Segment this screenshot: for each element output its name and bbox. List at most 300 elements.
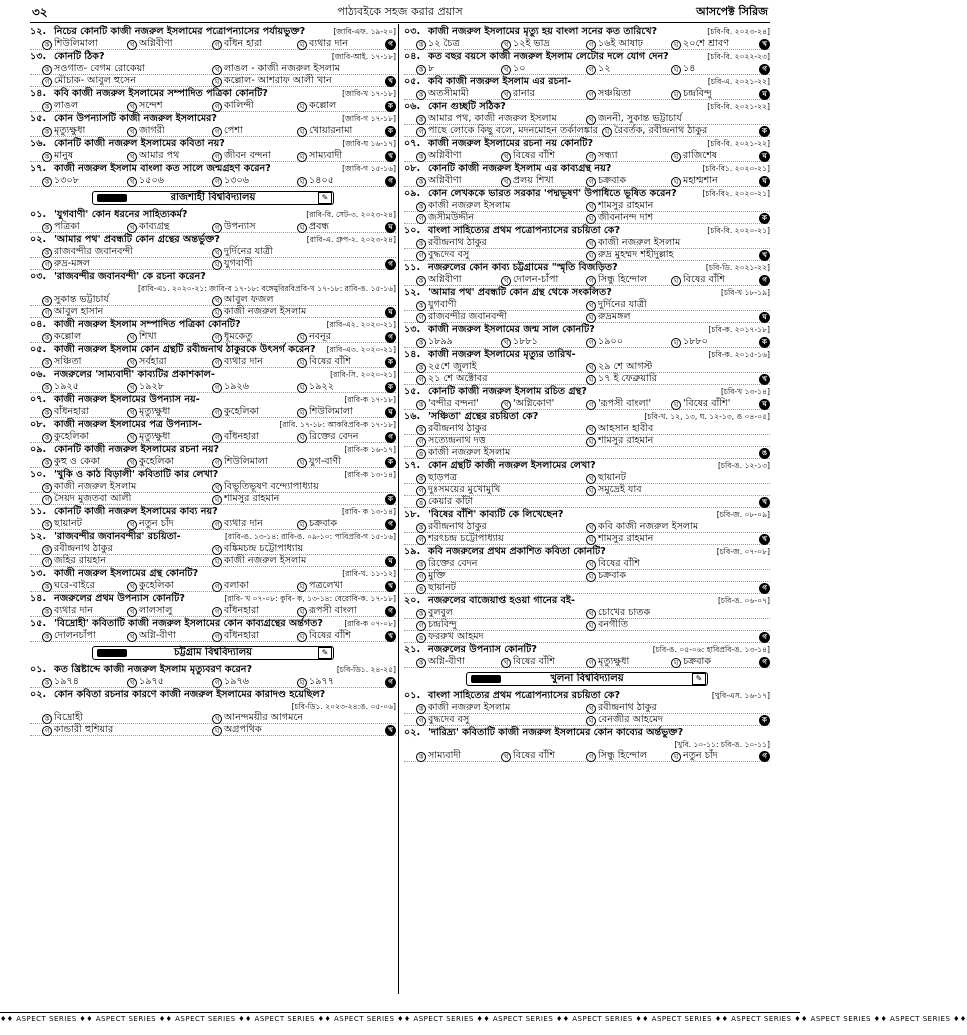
option-letter: খ — [127, 223, 137, 233]
option-letter: ক — [416, 90, 426, 100]
option-text: মুক্তি — [428, 569, 446, 581]
question-line — [404, 595, 770, 607]
question-number: ০৭. — [30, 394, 47, 405]
answer-badge: খ — [385, 76, 396, 87]
question-number: ০৬. — [30, 369, 47, 380]
option-letter: গ — [42, 495, 52, 505]
option-text: ১৩০৮ — [54, 174, 79, 186]
question-text: কাজী নজরুল ইসলামের জন্ম সাল কোনটি? — [428, 324, 595, 335]
answer-badge: গ — [385, 39, 396, 50]
option-text: সত্যেন্দ্রনাথ দত্ত — [428, 434, 486, 446]
options-row — [404, 237, 770, 249]
question-number: ০২. — [30, 234, 47, 245]
option-letter: খ — [586, 239, 596, 249]
option-item — [501, 398, 586, 410]
option-text: ধূমকেতু — [224, 330, 253, 342]
question-text: কোনটি কাজী নজরুল ইসলাম রচিত গ্রন্থ? — [428, 386, 587, 397]
option-item — [42, 518, 127, 530]
option-text: মৌচাক- আবুল হুসেন — [54, 74, 136, 86]
options-row — [404, 750, 770, 762]
options-row — [30, 518, 396, 530]
option-item — [212, 630, 297, 642]
option-text: চক্রবাক — [683, 655, 712, 667]
option-item — [416, 63, 501, 75]
question-text: 'সঞ্চিতা' গ্রন্থের রচয়িতা কে? — [428, 411, 539, 422]
answer-badge: ক — [385, 101, 396, 112]
option-letter: খ — [127, 127, 137, 137]
column-divider — [398, 24, 399, 994]
options-row — [404, 656, 770, 668]
option-text: কুহেলিকা — [139, 455, 174, 467]
option-text: রাজবন্দীর জবানবন্দী — [54, 245, 133, 257]
question-item — [404, 644, 770, 668]
option-letter: গ — [586, 40, 596, 50]
option-item — [42, 38, 127, 50]
options-row — [30, 712, 396, 724]
options-row — [30, 356, 396, 368]
option-text: শিউলিমালা — [224, 455, 268, 467]
source-tag: [রাবি-সি. ২০২০-২১] — [330, 370, 396, 379]
source-tag: [রাবি-ক ০৭-০৮] — [344, 619, 396, 628]
question-text: নজরুলের 'সাম্যবাদী' কাব্যটির প্রকাশকাল- — [54, 369, 215, 380]
option-text: আবুল হাসান — [54, 305, 104, 317]
option-item — [501, 274, 586, 286]
option-letter: ঘ — [671, 276, 681, 286]
option-text: অগ্নিবীণা — [428, 149, 462, 161]
option-text: দোলনচাঁপা — [54, 629, 96, 641]
question-item — [30, 88, 396, 112]
source-tag: [রাবি-ক ১৩-১৪] — [344, 470, 396, 479]
source-tag: [চবি-খ ১৮-১৯] — [720, 288, 770, 297]
option-text: বিষের বাঁশি — [598, 557, 641, 569]
option-item — [42, 676, 127, 688]
question-number: ০৮. — [30, 419, 47, 430]
option-letter: ক — [42, 40, 52, 50]
answer-badge: ক — [759, 126, 770, 137]
option-text: সন্দেশ — [139, 99, 163, 111]
answer-badge: ক — [385, 126, 396, 137]
option-item — [416, 150, 501, 162]
option-text: চন্দ্রবিন্দু — [428, 618, 457, 630]
option-text: ১৬ই আষাঢ় — [598, 37, 643, 49]
question-line — [30, 531, 396, 543]
option-letter: খ — [212, 65, 222, 75]
question-item — [30, 618, 396, 642]
option-item — [42, 406, 127, 418]
source-tag: [রাবি- খ ০৭-০৮: কুবি- ক, ১৩-১৪: বেরোবি-ক. ১৭-১৮] — [224, 594, 396, 603]
option-letter: খ — [127, 40, 137, 50]
option-letter: ক — [416, 400, 426, 410]
answer-badge: গ — [385, 176, 396, 187]
option-letter: খ — [586, 202, 596, 212]
option-text: বেনজীর আহমেদ — [598, 713, 664, 725]
option-item — [127, 175, 212, 187]
option-text: ২৫শে জুলাই — [428, 360, 477, 372]
option-letter: ক — [42, 65, 52, 75]
source-tag: [জাবি-গ ১৫-১৬] — [342, 164, 396, 173]
option-letter: ক — [416, 425, 426, 435]
question-line — [404, 76, 770, 88]
options-row — [404, 714, 770, 726]
answer-badge: গ — [759, 632, 770, 643]
option-text: অগ্রপথিক — [224, 723, 262, 735]
option-letter: ক — [42, 296, 52, 306]
options-row — [404, 472, 770, 484]
option-text: শামসুর রাহমান — [598, 199, 654, 211]
option-item — [416, 38, 501, 50]
option-letter: ঙ — [416, 584, 426, 594]
option-text: বুলবুল — [428, 606, 453, 618]
option-item — [127, 630, 212, 642]
option-letter: খ — [586, 523, 596, 533]
option-letter: ঘ — [586, 437, 596, 447]
option-item — [586, 484, 756, 496]
source-tag: [চবি-বি. ২০২১-২২] — [707, 102, 770, 111]
option-text: বলাকা — [224, 579, 249, 591]
question-line — [404, 138, 770, 150]
question-line — [30, 618, 396, 630]
option-item — [416, 435, 586, 447]
question-line — [30, 163, 396, 175]
question-number: ০১. — [30, 209, 47, 220]
option-item — [416, 423, 586, 435]
option-text: দুঃসময়ের মুখোমুখি — [428, 483, 501, 495]
question-text: কোন গ্রন্থটি কাজী নজরুল ইসলামের লেখা? — [428, 460, 596, 471]
question-item — [30, 271, 396, 318]
option-item — [42, 306, 212, 318]
options-row — [404, 336, 770, 348]
options-row — [404, 607, 770, 619]
option-letter: গ — [586, 177, 596, 187]
option-text: 'বিষের বাঁশি' — [683, 397, 731, 409]
question-line — [404, 349, 770, 361]
options-row — [404, 631, 770, 643]
source-tag: [রাবি-এ. গ্রুপ-২. ২০২৩-২৪] — [306, 235, 396, 244]
option-text: রুদ্রমঙ্গল — [598, 310, 631, 322]
option-letter: গ — [416, 486, 426, 496]
option-item — [212, 555, 382, 567]
option-text: শামসুর রাহমান — [598, 532, 654, 544]
source-tag: [জাবি-গ ১৭-১৮] — [342, 114, 396, 123]
option-item — [42, 294, 212, 306]
answer-badge: গ — [385, 432, 396, 443]
question-number: ১৪. — [404, 349, 421, 360]
question-number: ১৪. — [30, 88, 47, 99]
option-text: ছায়ানট — [428, 581, 456, 593]
answer-badge: ঘ — [759, 312, 770, 323]
option-letter: ঘ — [671, 90, 681, 100]
source-tag: [রাবি- ক ১৩-১৪] — [341, 507, 396, 516]
option-letter: ঘ — [297, 40, 307, 50]
option-item — [416, 237, 586, 249]
question-line — [404, 225, 770, 237]
option-text: জননী, সুকান্ত ভট্টাচার্য — [598, 112, 682, 124]
option-letter: গ — [212, 607, 222, 617]
question-item — [30, 138, 396, 162]
option-text: মৃত্যুক্ষুধা — [139, 405, 171, 417]
option-text: ১৯৭৪ — [54, 675, 79, 687]
option-text: শিউলিমালা — [54, 37, 98, 49]
option-text: ১৩০৬ — [224, 174, 249, 186]
options-row — [404, 447, 770, 459]
option-letter: গ — [42, 308, 52, 318]
question-text: কোন গুচ্ছটি সঠিক? — [428, 101, 506, 112]
question-text: কাজী নজরুল ইসলামের উপন্যাস নয়- — [54, 394, 200, 405]
option-item — [127, 381, 212, 393]
question-item — [404, 76, 770, 100]
option-item — [416, 533, 586, 545]
option-item — [297, 431, 382, 443]
options-row — [30, 431, 396, 443]
source-tag: [চবি-ক. ২০১৭-১৮] — [708, 325, 770, 334]
question-item — [404, 460, 770, 508]
option-text: লাঙল - কাজী নজরুল ইসলাম — [224, 62, 341, 74]
question-text: কোন লেখককে ভারত সরকার 'পদ্মভূষণ' উপাধিতে ভূষিত করেন? — [428, 188, 677, 199]
option-letter: ক — [416, 202, 426, 212]
option-text: পত্রলেখা — [309, 579, 343, 591]
answer-badge: ক — [759, 715, 770, 726]
option-letter: খ — [212, 714, 222, 724]
option-letter: ঘ — [297, 520, 307, 530]
source-tag: [চবি-এ. ২০২১-২২] — [707, 77, 770, 86]
option-item — [586, 656, 671, 668]
option-text: বিভূতিভূষণ বন্দ্যোপাধ্যায় — [224, 480, 319, 492]
option-item — [212, 580, 297, 592]
question-text: 'খুকি ও কাঠ বিড়ালী' কবিতাটি কার লেখা? — [54, 469, 219, 480]
question-text: কবি কাজী নজরুল ইসলাম এর রচনা- — [428, 76, 572, 87]
option-text: ১৯০০ — [598, 335, 623, 347]
option-item — [42, 724, 212, 736]
option-item — [416, 484, 586, 496]
option-text: ২১ শে অক্টোবর — [428, 372, 488, 384]
source-tag: [জাবি-ঘ ১৬-১৭] — [342, 139, 396, 148]
option-letter: খ — [127, 177, 137, 187]
question-number: ১০. — [404, 225, 421, 236]
option-letter: গ — [42, 260, 52, 270]
option-item — [127, 38, 212, 50]
option-letter: গ — [212, 582, 222, 592]
question-line — [404, 51, 770, 63]
option-letter: খ — [501, 338, 511, 348]
option-letter: ঘ — [297, 127, 307, 137]
option-text: ১৯৭৭ — [309, 675, 334, 687]
source-tag: [চবি-বি২. ২০২০-২১] — [702, 189, 770, 198]
option-text: ১২ — [598, 62, 611, 74]
option-text: ১৯২৫ — [54, 380, 79, 392]
options-row — [30, 555, 396, 567]
option-text: ১৭ ই ফেব্রুয়ারি — [598, 372, 657, 384]
option-letter: ঘ — [297, 333, 307, 343]
option-item — [42, 431, 127, 443]
option-text: শিখা — [139, 330, 157, 342]
option-text: অগ্নিবীণা — [139, 37, 173, 49]
option-letter: ঘ — [671, 40, 681, 50]
answer-badge: গ — [759, 751, 770, 762]
option-letter: খ — [127, 102, 137, 112]
answer-badge: খ — [385, 151, 396, 162]
question-item — [404, 287, 770, 323]
question-item — [404, 546, 770, 594]
option-letter: খ — [127, 678, 137, 688]
answer-badge: ঙ — [759, 448, 770, 459]
option-letter: ঘ — [671, 65, 681, 75]
options-row — [30, 481, 396, 493]
option-letter: খ — [127, 458, 137, 468]
question-line — [30, 234, 396, 246]
option-text: ১৮৮১ — [513, 335, 538, 347]
option-letter: গ — [416, 127, 426, 137]
options-row — [30, 175, 396, 187]
option-letter: ক — [42, 458, 52, 468]
question-line — [30, 51, 396, 63]
answer-badge: গ — [385, 259, 396, 270]
question-text: 'আমার পথ' প্রবন্ধটি কোন গ্রন্থ থেকে সংকলিত? — [428, 287, 612, 298]
option-item — [416, 311, 586, 323]
option-text: ১৪০৫ — [309, 174, 334, 186]
option-item — [42, 381, 127, 393]
option-item — [42, 125, 127, 137]
source-tag: [রাবি-ক ১৭-১৮] — [344, 395, 396, 404]
book-icon: ✎ — [692, 673, 706, 685]
option-text: জাগরী — [139, 124, 165, 136]
source-tag: [জাবি-এফ. ১৯-২০] — [333, 27, 396, 36]
option-item — [416, 373, 586, 385]
options-row — [404, 533, 770, 545]
option-item — [297, 221, 382, 233]
footer-strip: ♦♦ ASPECT SERIES ♦♦ ASPECT SERIES ♦♦ ASPECT SERIES ♦♦ ASPECT SERIES ♦♦ ASPECT SERIES ♦♦ ASPECT SERIES ♦♦ ASPECT SERIES ♦♦ ASPECT SERIES ♦♦ ASPECT SERIES ♦♦ ASPECT SERIES ♦♦ ASPECT SERIES ♦♦ ASPECT SERIES ♦♦ — [0, 1012, 800, 1024]
option-item — [42, 150, 127, 162]
option-letter: ক — [416, 474, 426, 484]
option-text: ছায়ানট — [598, 471, 626, 483]
question-number: ১১. — [30, 506, 47, 517]
option-item — [127, 431, 212, 443]
option-text: বিষের বাঁশি — [309, 629, 352, 641]
option-item — [212, 175, 297, 187]
option-letter: ঙ — [416, 498, 426, 508]
option-letter: ঘ — [297, 582, 307, 592]
option-text: ঘরে-বাইরে — [54, 579, 95, 591]
option-letter: ঘ — [586, 535, 596, 545]
option-letter: ক — [42, 152, 52, 162]
source-tag: [রাবি-ঙ. ১৩-১৪: রাবি-ঙ. ০৯-১০: পাবিপ্রবি-গ ১৫-১৬] — [224, 532, 396, 541]
option-item — [416, 88, 501, 100]
question-number: ০৪. — [30, 319, 47, 330]
option-item — [416, 336, 501, 348]
option-text: কাজী নজরুল ইসলাম — [428, 701, 511, 713]
question-item — [404, 411, 770, 459]
question-line — [404, 386, 770, 398]
question-text: নজরুলের উপন্যাস কোনটি? — [428, 644, 537, 655]
answer-badge: ঘ — [385, 556, 396, 567]
option-text: যুগ-বাণী — [309, 455, 341, 467]
option-text: রবীন্দ্রনাথ ঠাকুর — [428, 422, 487, 434]
option-item — [586, 423, 756, 435]
question-number: ১৯. — [404, 546, 421, 557]
question-text: কবি কাজী নজরুল ইসলামের সম্পাদিত পত্রিকা কোনটি? — [54, 88, 268, 99]
answer-badge: ঘ — [759, 151, 770, 162]
option-text: চক্রবাক — [598, 569, 627, 581]
option-letter: ঘ — [586, 486, 596, 496]
option-letter: গ — [416, 437, 426, 447]
option-letter: খ — [586, 560, 596, 570]
question-item — [404, 163, 770, 187]
answer-badge: ঘ — [759, 89, 770, 100]
option-text: কাজী নজরুল ইসলাম — [428, 446, 511, 458]
options-row — [30, 381, 396, 393]
question-number: ১৬. — [30, 138, 47, 149]
option-text: বাঁধনহারা — [224, 604, 260, 616]
option-text: বুদ্ধদেব বসু — [428, 248, 470, 260]
option-text: 'অগ্নিকোণ' — [513, 397, 555, 409]
question-item — [30, 26, 396, 50]
option-letter: ক — [42, 177, 52, 187]
option-letter: ঘ — [671, 338, 681, 348]
options-row — [30, 724, 396, 736]
question-number: ১৭. — [404, 460, 421, 471]
question-line — [30, 664, 396, 676]
option-item — [586, 373, 756, 385]
option-letter: গ — [416, 535, 426, 545]
option-letter: ঘ — [602, 127, 612, 137]
option-item — [416, 521, 586, 533]
option-text: চোখের চাতক — [598, 606, 651, 618]
option-letter: ঘ — [297, 358, 307, 368]
options-row — [404, 175, 770, 187]
option-letter: খ — [212, 248, 222, 258]
question-item — [404, 324, 770, 348]
option-letter: ক — [416, 301, 426, 311]
question-number: ১২. — [30, 26, 47, 37]
option-letter: গ — [212, 383, 222, 393]
option-text: উপন্যাস — [224, 220, 256, 232]
option-text: বিদ্রোহী — [54, 711, 83, 723]
source-tag: [চবি-বি. ২০২০-২১] — [707, 226, 770, 235]
option-item — [212, 676, 297, 688]
option-letter: খ — [586, 609, 596, 619]
answer-badge: খ — [759, 497, 770, 508]
options-row — [30, 294, 396, 306]
source-tag: [রাবি-এ১. ২০২০-২১: জাবি-ব ১৭-১৮: বঙ্গেমুবিরবিপ্রবি-খ ১৭-১৮: রাবি-ঙ. ১৫-১৬] — [137, 284, 396, 293]
option-text: রূপসী বাংলা — [309, 604, 357, 616]
question-line — [404, 262, 770, 274]
option-item — [212, 150, 297, 162]
option-item — [416, 212, 586, 224]
question-line — [404, 287, 770, 299]
question-line — [30, 394, 396, 406]
option-item — [42, 100, 127, 112]
option-item — [42, 630, 127, 642]
option-item — [586, 750, 671, 762]
option-text: আনন্দময়ীর আগমনে — [224, 711, 304, 723]
option-text: ১৯২২ — [309, 380, 334, 392]
answer-badge: ঘ — [759, 399, 770, 410]
option-item — [416, 447, 586, 459]
question-number: ১৬. — [404, 411, 421, 422]
options-row — [30, 580, 396, 592]
option-text: কল্লোল- আশরাফ আলী খান — [224, 74, 332, 86]
option-text: জহির রায়হান — [54, 554, 106, 566]
source-tag: [রাবি-বি. সেট-৩. ২০২৩-২৪] — [306, 210, 396, 219]
option-item — [297, 175, 382, 187]
option-letter: গ — [586, 658, 596, 668]
option-text: রানার — [513, 87, 535, 99]
option-item — [212, 724, 382, 736]
option-letter: খ — [586, 474, 596, 484]
option-item — [586, 200, 756, 212]
question-text: কোনটি কাজী নজরুল ইসলাম এর কাব্যগ্রন্থ নয়? — [428, 163, 612, 174]
option-letter: ঘ — [212, 557, 222, 567]
option-item — [671, 750, 756, 762]
